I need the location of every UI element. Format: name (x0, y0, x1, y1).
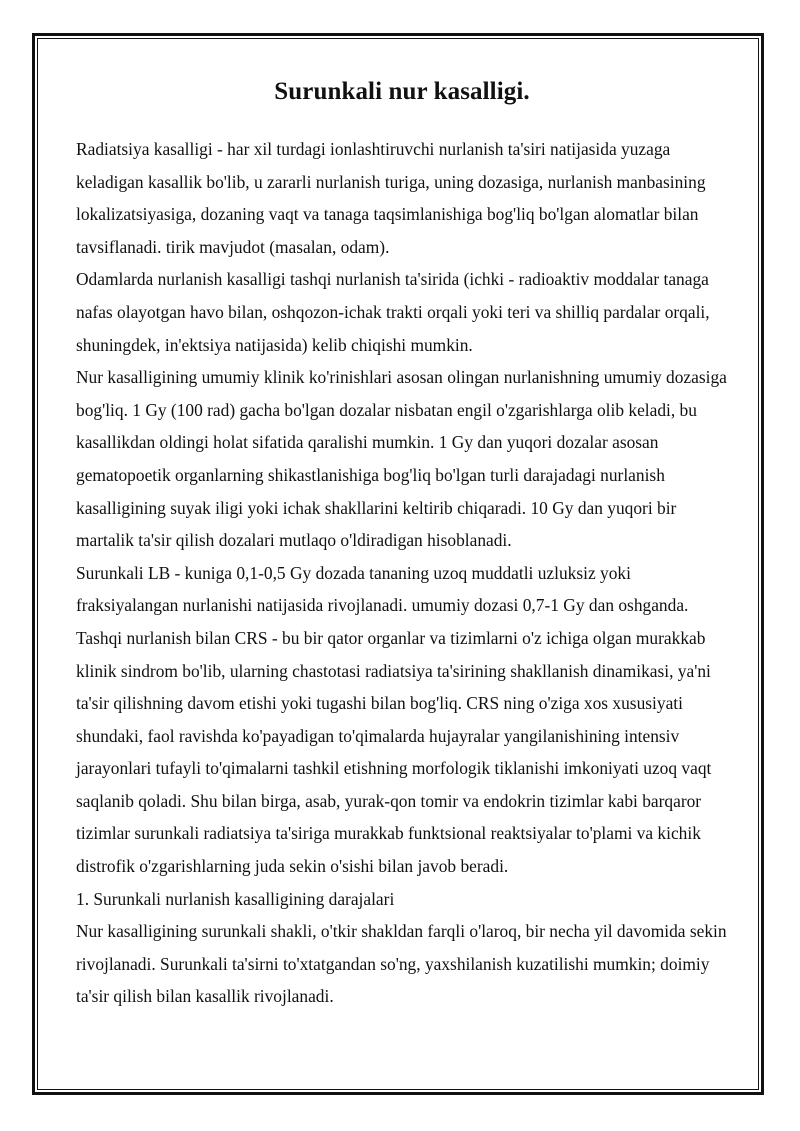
paragraph-radiation-definition: Radiatsiya kasalligi - har xil turdagi ionlashtiruvchi nurlanish ta'siri natijasida yuzaga keladigan kasallik bo'lib, u zararli nurlanish turiga, uning dozasiga, nurlanish manbasining lokalizatsiyasiga, dozaning vaqt va tanaga taqsimlanishiga bog'liq bo'lgan alomatlar bilan tavsiflanadi. tirik mavjudot (masalan, odam). (76, 139, 706, 257)
document-title: Surunkali nur kasalligi. (274, 78, 530, 105)
document-body (76, 72, 728, 1013)
paragraph-chronic-lb: Surunkali LB - kuniga 0,1-0,5 Gy dozada tananing uzoq muddatli uzluksiz yoki fraksiyalangan nurlanishi natijasida rivojlanadi. umumiy dozasi 0,7-1 Gy dan oshganda. Tashqi nurlanish bilan CRS - bu bir qator organlar va tizimlarni o'z ichiga olgan murakkab klinik sindrom bo'lib, ularning chastotasi radiatsiya ta'sirining shakllanish dinamikasi, ya'ni ta'sir qilishning davom etishi yoki tugashi bilan bog'liq. CRS ning o'ziga xos xususiyati shundaki, faol ravishda ko'payadigan to'qimalarda hujayralar yangilanishining intensiv jarayonlari tufayli to'qimalarni tashkil etishning morfologik tiklanishi imkoniyati uzoq vaqt saqlanib qoladi. Shu bilan birga, asab, yurak-qon tomir va endokrin tizimlar kabi barqaror tizimlar surunkali radiatsiya ta'siriga murakkab funktsional reaktsiyalar to'plami va kichik distrofik o'zgarishlarning juda sekin o'sishi bilan javob beradi. (76, 562, 712, 877)
paragraph-dose-effects: Nur kasalligining umumiy klinik ko'rinishlari asosan olingan nurlanishning umumiy dozasiga bog'liq. 1 Gy (100 rad) gacha bo'lgan dozalar nisbatan engil o'zgarishlarga olib keladi, bu kasallikdan oldingi holat sifatida qaralishi mumkin. 1 Gy dan yuqori dozalar asosan gematopoetik organlarning shikastlanishiga bog'liq bo'lgan turli darajadagi nurlanish kasalligining suyak iligi yoki ichak shakllarini keltirib chiqaradi. 10 Gy dan yuqori bir martalik ta'sir qilish dozalari mutlaqo o'ldiradigan hisoblanadi. (76, 367, 727, 551)
paragraph-exposure-routes: Odamlarda nurlanish kasalligi tashqi nurlanish ta'sirida (ichki - radioaktiv moddalar tanaga nafas olayotgan havo bilan, oshqozon-ichak trakti orqali yoki teri va shilliq pardalar orqali, shuningdek, in'ektsiya natijasida) kelib chiqishi mumkin. (76, 269, 710, 355)
paragraph-chronic-form: Nur kasalligining surunkali shakli, o'tkir shakldan farqli o'laroq, bir necha yil davomida sekin rivojlanadi. Surunkali ta'sirni to'xtatgandan so'ng, yaxshilanish kuzatilishi mumkin; doimiy ta'sir qilish bilan kasallik rivojlanadi. (76, 921, 727, 1007)
section-heading-degrees: 1. Surunkali nurlanish kasalligining darajalari (76, 888, 395, 909)
